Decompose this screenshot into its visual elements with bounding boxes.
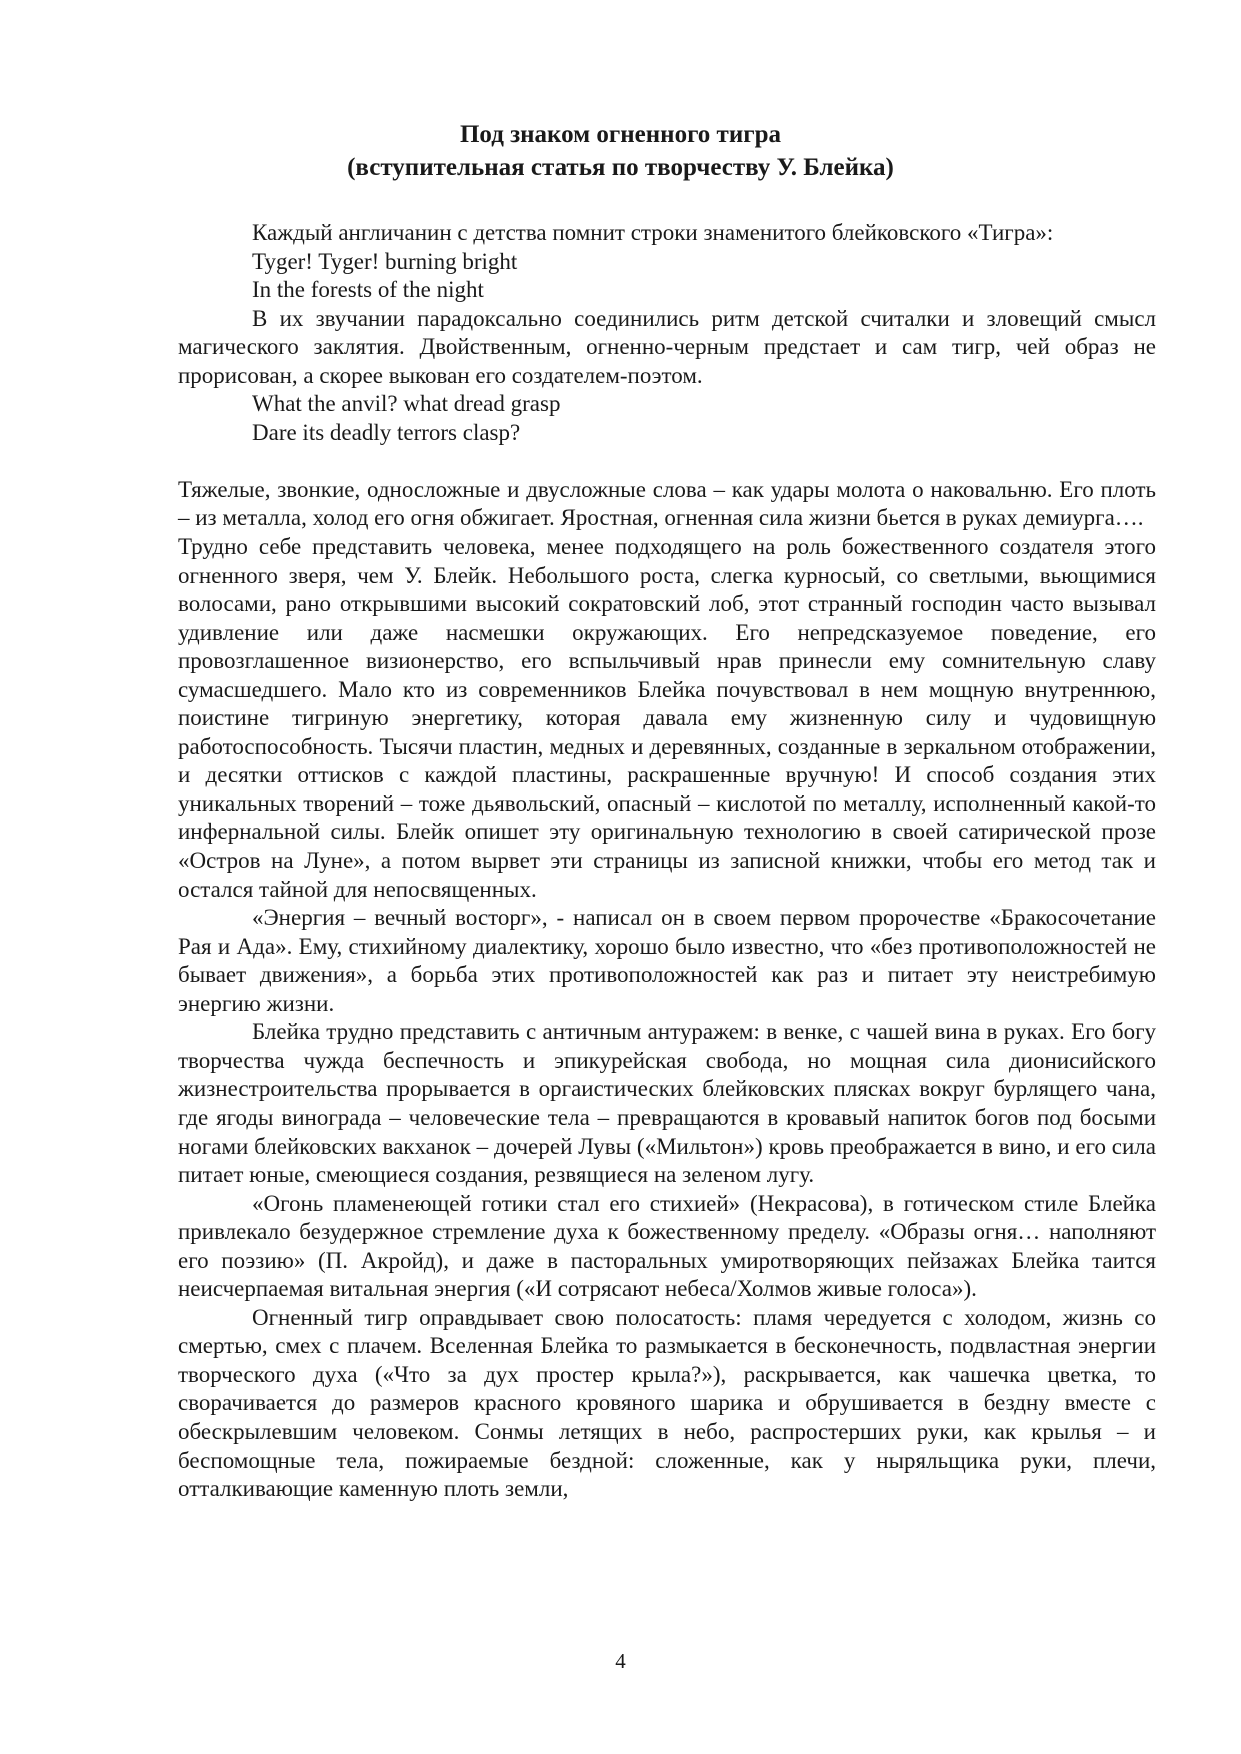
paragraph: В их звучании парадоксально соединились ритм детской считалки и зловещий смысл магического заклятия. Двойственным, огненно-черным предстает и сам тигр, чей образ не прорисован, а скорее выкован его создателем-поэтом. [178,305,1156,388]
paragraph: Огненный тигр оправдывает свою полосатость: пламя чередуется с холодом, жизнь со смертью, смех с плачем. Вселенная Блейка то размыкается в бесконечность, подвластная энергии творческого духа («Что за дух простер крыла?»), раскрывается, как чашечка цветка, то сворачивается до размеров красного кровяного шарика и обрушивается в бездну вместе с обескрылевшим человеком. Сонмы летящих в небо, распростерших руки, как крылья – и беспомощные тела, пожираемые бездной: сложенные, как у ныряльщика руки, плечи, отталкивающие каменную плоть земли, [178,1304,1156,1502]
paragraph: Трудно себе представить человека, менее подходящего на роль божественного создателя этого огненного зверя, чем У. Блейк. Небольшого роста, слегка курносый, со светлыми, вьющимися волосами, рано открывшими высокий сократовский лоб, этот странный господин часто вызывал удивление или даже насмешки окружающих. Его непредсказуемое поведение, его провозглашенное визионерство, его вспыльчивый нрав принесли ему сомнительную славу сумасшедшего. Мало кто из современников Блейка почувствовал в нем мощную внутреннюю, поистине тигриную энергетику, которая давала ему жизненную силу и чудовищную работоспособность. Тысячи пластин, медных и деревянных, созданные в зеркальном отображении, и десятки оттисков с каждой пластины, раскрашенные вручную! И способ создания этих уникальных творений – тоже дьявольский, опасный – кислотой по металлу, исполненный какой-то инфернальной силы. Блейк опишет эту оригинальную технологию в своей сатирической прозе «Остров на Луне», а потом вырвет эти страницы из записной книжки, чтобы его метод так и остался тайной для непосвященных. [178,534,1156,902]
intro-paragraph: Каждый англичанин с детства помнит строки знаменитого блейковского «Тигра»: [252,220,1054,245]
blank-line [178,447,1156,476]
title-line-2: (вступительная статья по творчеству У. Блейка) [347,154,894,181]
verse-line: In the forests of the night [252,277,484,303]
article-body [178,219,1156,1504]
paragraph: Блейка трудно представить с античным антуражем: в венке, с чашей вина в руках. Его богу творчества чужда беспечность и эпикурейская свобода, но мощная сила дионисийского жизнестроительства прорывается в оргаистических блейковских плясках вокруг бурлящего чана, где ягоды винограда – человеческие тела – превращаются в кровавый напиток богов под босыми ногами блейковских вакханок – дочерей Лувы («Мильтон») кровь преображается в вино, и его сила питает юные, смеющиеся создания, резвящиеся на зеленом лугу. [178,1019,1156,1188]
title-line-1: Под знаком огненного тигра [459,121,782,148]
verse-line: Tyger! Tyger! burning bright [252,248,518,274]
paragraph: Тяжелые, звонкие, односложные и двусложные слова – как удары молота о наковальню. Его плоть – из металла, холод его огня обжигает. Яростная, огненная сила жизни бьется в руках демиурга…. [178,476,1156,531]
verse-line: Dare its deadly terrors clasp? [252,419,521,445]
paragraph: «Энергия – вечный восторг», - написал он в своем первом пророчестве «Бракосочетание Рая и Ада». Ему, стихийному диалектику, хорошо было известно, что «без противоположностей не бывает движения», а борьба этих противоположностей как раз и питает эту неистребимую энергию жизни. [178,905,1156,1016]
verse-line: What the anvil? what dread grasp [252,391,561,417]
paragraph: «Огонь пламенеющей готики стал его стихией» (Некрасова), в готическом стиле Блейка привлекало безудержное стремление духа к божественному пределу. «Образы огня… наполняют его поэзию» (П. Акройд), и даже в пасторальных умиротворяющих пейзажах Блейка таится неисчерпаемая витальная энергия («И сотрясают небеса/Холмов живые голоса»). [178,1190,1156,1302]
page-number: 4 [615,1649,626,1673]
page-title [0,118,1241,184]
